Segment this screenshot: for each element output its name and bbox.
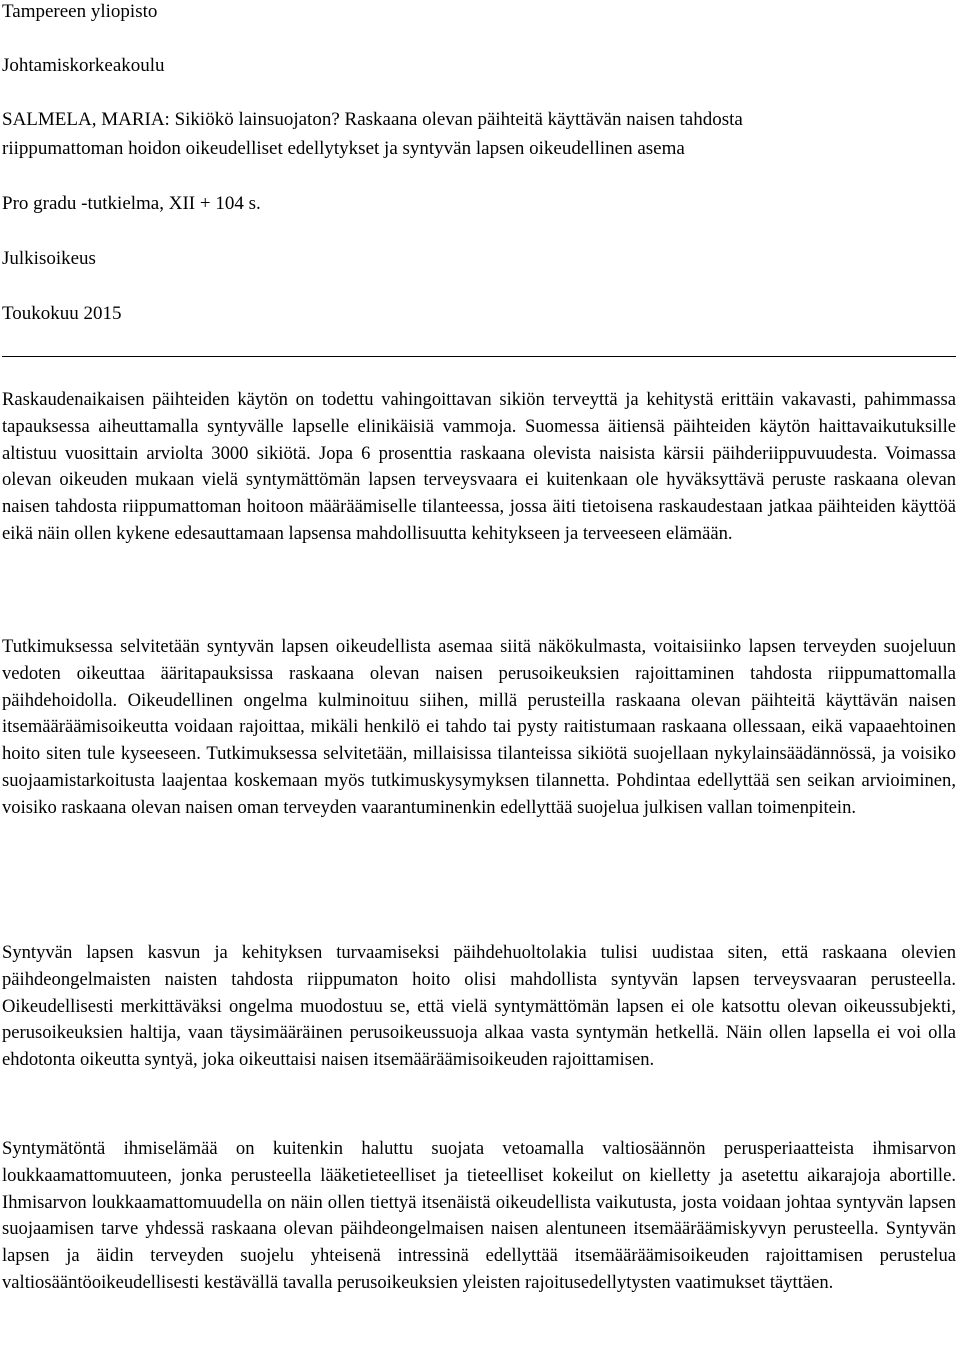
abstract-paragraph-3: Syntyvän lapsen kasvun ja kehityksen turvaamiseksi päihdehuoltolakia tulisi uudistaa siten, että raskaana olevien päihdeongelmaisten naisten tahdosta riippumaton hoito olisi mahdollista syntyvän lapsen terveysvaaran perusteella. Oikeudellisesti merkittäväksi ongelma muodostuu se, että vielä syntymättömän lapsen ei ole katsottu olevan oikeussubjekti, perusoikeuksien haltija, vaan täysimääräinen perusoikeussuoja alkaa vasta syntymän hetkellä. Näin ollen lapsella ei voi olla ehdotonta oikeutta syntyä, joka oikeuttaisi naisen itsemääräämisoikeuden rajoittamisen. xyxy=(2,942,956,1071)
author-title-line-1: SALMELA, MARIA: Sikiökö lainsuojaton? Raskaana olevan päihteitä käyttävän naisen tahdosta xyxy=(2,109,743,130)
divider-rule xyxy=(2,356,956,357)
abstract-paragraph-4: Syntymätöntä ihmiselämää on kuitenkin haluttu suojata vetoamalla valtiosäännön perusperiaatteista ihmisarvon loukkaamattomuuteen, jonka perusteella lääketieteelliset ja tieteelliset kokeilut on kielletty ja asetettu aikarajoja abortille. Ihmisarvon loukkaamattomuudella on näin ollen tiettyä itsenäistä oikeudellista vaikutusta, josta voidaan johtaa syntyvän lapsen suojaamisen tarve yhdessä raskaana olevan päihdeongelmaisen naisen alentuneen itsemääräämiskyvyn perusteella. Syntyvän lapsen ja äidin terveyden suojelu yhteisenä intressinä edellyttää itsemääräämisoikeuden rajoittamisen perustelua valtiosääntöoikeudellisesti kestävällä tavalla perusoikeuksien yleisten rajoitusedellytysten vaatimukset täyttäen. xyxy=(2,1138,956,1293)
university-name: Tampereen yliopisto xyxy=(2,1,158,22)
date: Toukokuu 2015 xyxy=(2,303,122,324)
abstract-paragraph-2: Tutkimuksessa selvitetään syntyvän lapsen oikeudellista asemaa siitä näkökulmasta, voitaisiinko lapsen terveyden suojeluun vedoten oikeuttaa ääritapauksissa raskaana olevan naisen perusoikeuksien rajoittaminen tahdosta riippumattomalla päihdehoidolla. Oikeudellinen ongelma kulminoituu siihen, millä perusteilla raskaana olevan päihteitä käyttävän naisen itsemääräämisoikeutta voidaan rajoittaa, mikäli henkilö ei tahdo tai pysty raitistumaan raskaana ollessaan, eikä vapaaehtoinen hoito siten tule kyseeseen. Tutkimuksessa selvitetään, millaisissa tilanteissa sikiötä suojellaan nykylainsäädännössä, ja voisiko suojaamistarkoitusta laajentaa koskemaan myös tutkimuskysymyksen tilannetta. Pohdintaa edellyttää sen seikan arvioiminen, voisiko raskaana olevan naisen oman terveyden vaarantuminenkin edellyttää suojelua julkisen vallan toimenpitein. xyxy=(2,636,956,818)
school-name: Johtamiskorkeakoulu xyxy=(2,55,165,76)
thesis-type: Pro gradu -tutkielma, XII + 104 s. xyxy=(2,193,261,214)
abstract-paragraph-1: Raskaudenaikaisen päihteiden käytön on todettu vahingoittavan sikiön terveyttä ja kehitystä erittäin vakavasti, pahimmassa tapauksessa aiheuttamalla syntyvälle lapselle elinikäisiä vammoja. Suomessa äitiensä päihteiden käytön haittavaikutuksille altistuu vuosittain arviolta 3000 sikiötä. Jopa 6 prosenttia raskaana olevista naisista kärsii päihderiippuvuudesta. Voimassa olevan oikeuden mukaan vielä syntymättömän lapsen terveysvaara ei kuitenkaan ole hyväksyttävä peruste raskaana olevan naisen tahdosta riippumattoman hoitoon määräämiselle tilanteessa, jossa äiti tietoisena raskaudestaan jatkaa päihteiden käyttöä eikä näin ollen kykene edesauttamaan lapsensa mahdollisuutta kehitykseen ja terveeseen elämään. xyxy=(2,389,956,544)
author-title-line-2: riippumattoman hoidon oikeudelliset edellytykset ja syntyvän lapsen oikeudellinen asema xyxy=(2,138,685,159)
subject: Julkisoikeus xyxy=(2,248,96,269)
